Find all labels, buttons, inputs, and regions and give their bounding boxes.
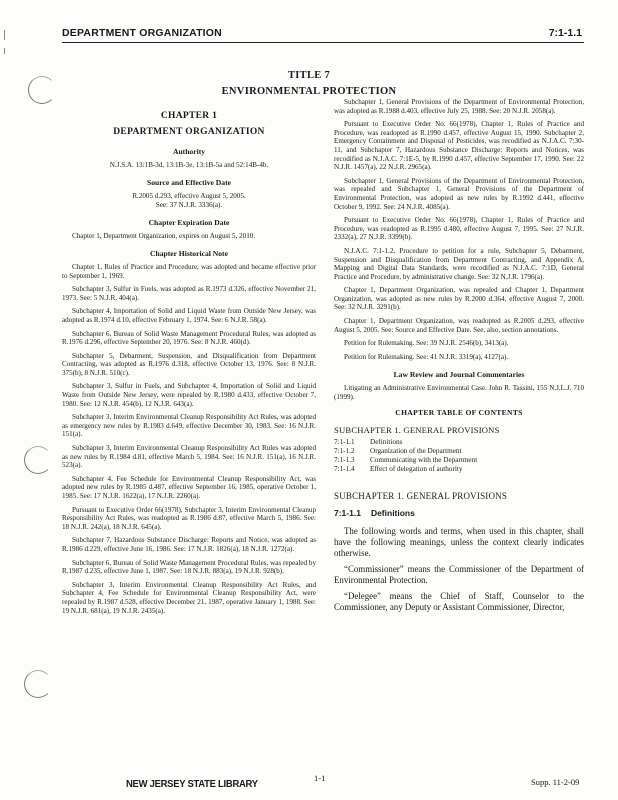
history-paragraph: Subchapter 3, Interim Environmental Cleanup Responsibility Act Rules, was adopted as emergency new rules by R.1983 d.649, effective December 30, 1983. See: 16 N.J.R. 151(a). xyxy=(62,413,316,439)
history-paragraph: Pursuant to Executive Order No. 66(1978), Chapter 1, Rules of Practice and Procedure, was readopted as R.1990 d.457, effective August 15, 1990. Subchapter 2, Emergency Containment and Disposal of Pesticides, was recodified as N.J.A.C. 7:30-11, and Subchapter 7, Hazardous Substance Discharge: Reports and Notices, was recodified as N.J.A.C. 7:1E-5, by R.1990 d.457, effective September 17, 1990. See: 22 N.J.R. 1457(a), 22 N.J.R. 2965(a). xyxy=(334,120,584,172)
history-paragraph: N.J.A.C. 7:1-1.2, Procedure to petition for a rule, Subchapter 5, Debarment, Suspension and Disqualification from Department Contracting, and Appendix A, Mapping and Digital Data Standards, were recodified as N.J.A.C. 7:1D, General Practice and Procedure, by administrative change. See: 32 N.J.R. 1796(a). xyxy=(334,246,584,281)
chapter-label: CHAPTER 1 xyxy=(160,111,218,121)
law-review-text: Litigating an Administrative Environmental Case. John R. Tassini, 155 N.J.L.J. 710 (1999). xyxy=(334,384,584,401)
toc-row[interactable] xyxy=(334,465,584,474)
toc-heading: CHAPTER TABLE OF CONTENTS xyxy=(395,408,523,418)
toc-number: 7:1-1.2 xyxy=(334,447,355,456)
title-name: ENVIRONMENTAL PROTECTION xyxy=(221,86,397,97)
history-paragraph: Subchapter 3, Interim Environmental Cleanup Responsibility Act Rules, and Subchapter 4, Fee Schedule for Environmental Cleanup Responsibility Act, were repealed by R.1987 d.528, effective December 21, 1987, operative January 1, 1988. See: 19 N.J.R. 681(a), 19 N.J.R. 2435(a). xyxy=(62,580,316,615)
toc-title: Organization of the Department xyxy=(370,447,462,456)
punch-hole xyxy=(24,446,52,474)
section-heading xyxy=(334,509,584,518)
toc-row[interactable] xyxy=(334,438,584,447)
page-number: 1-1 xyxy=(314,773,326,783)
header-rule xyxy=(62,42,584,43)
source-heading: Source and Effective Date xyxy=(146,178,231,188)
supplement-date: Supp. 11-2-09 xyxy=(531,777,580,787)
history-paragraph: Subchapter 3, Sulfur in Fuels, was adopted as R.1973 d.326, effective November 21, 1973. See: 5 N.J.R. 404(a). xyxy=(62,285,316,302)
punch-hole xyxy=(24,670,52,698)
header-section: 7:1-1.1 xyxy=(548,27,582,39)
history-paragraph: Subchapter 4, Fee Schedule for Environmental Cleanup Responsibility Act, was adopted new rules by R.1985 d.487, effective September 16, 1985, operative October 1, 1985. See: 17 N.J.R. 1622(a), 17 N.J.R. 2260(a). xyxy=(62,474,316,500)
history-paragraph: Chapter 1, Rules of Practice and Procedure, was adopted and became effective prior to September 1, 1969. xyxy=(62,262,316,280)
toc-subchapter: SUBCHAPTER 1. GENERAL PROVISIONS xyxy=(334,424,500,435)
right-column xyxy=(334,98,584,618)
history-paragraph: Subchapter 3, Interim Environmental Cleanup Responsibility Act Rules was adopted as new rules by R.1984 d.81, effective March 5, 1984. See: 16 N.J.R. 151(a), 16 N.J.R. 523(a). xyxy=(62,444,316,470)
law-review-heading: Law Review and Journal Commentaries xyxy=(393,370,525,380)
body-paragraph: The following words and terms, when used in this chapter, shall have the following meanings, unless the context clearly indicates otherwise. xyxy=(334,525,584,558)
body-paragraph: “Delegee” means the Chief of Staff, Counselor to the Commissioner, any Deputy or Assistant Commissioner, Director, xyxy=(334,590,584,612)
left-column xyxy=(62,110,316,620)
title-label: TITLE 7 xyxy=(287,70,331,81)
history-paragraph: Subchapter 7, Hazardous Substance Discharge: Reports and Notice, was adopted as R.1986 d.229, effective June 16, 1986. See: 17 N.J.R. 1826(a), 18 N.J.R. 1272(a). xyxy=(62,536,316,553)
authority-text: N.J.S.A. 13:1B-3d, 13:1B-3e, 13:1B-5a and 52:14B-4b. xyxy=(109,160,269,169)
history-paragraph: Petition for Rulemaking. See: 41 N.J.R. 3319(a), 4127(a). xyxy=(344,352,509,361)
running-header xyxy=(62,27,582,43)
toc-title: Communicating with the Department xyxy=(370,456,478,465)
history-paragraph: Pursuant to Executive Order 66(1978), Subchapter 3, Interim Environmental Cleanup Responsibility Act Rules, was readopted as R.1986 d.87, effective March 5, 1986. See: 18 N.J.R. 242(a), 18 N.J.R. 645(a). xyxy=(62,505,316,531)
section-number: 7:1-1.1 xyxy=(334,508,361,518)
expiration-text: Chapter 1, Department Organization, expires on August 5, 2010. xyxy=(72,231,256,240)
history-paragraph: Subchapter 1, General Provisions of the Department of Environmental Protection, was repealed and Subchapter 1, General Provisions of the Department of Environmental Protection, was adopted as new rules by R.1992 d.441, effective October 9, 1992. See: 24 N.J.R. 4085(a). xyxy=(334,176,584,211)
history-paragraph: Pursuant to Executive Order No. 66(1978), Chapter 1, Rules of Practice and Procedure, was readopted as R.1995 d.480, effective August 7, 1995. See: 27 N.J.R. 2332(a), 27 N.J.R. 3399(b). xyxy=(334,216,584,242)
toc-number: 7:1-1.1 xyxy=(334,438,355,447)
body-paragraph: “Commissioner” means the Commissioner of the Department of Environmental Protection. xyxy=(334,563,584,585)
toc-row[interactable] xyxy=(334,456,584,465)
history-paragraph: Chapter 1, Department Organization, was repealed and Chapter 1, Department Organization, was adopted as new rules by R.2000 d.364, effective August 7, 2000. See: 32 N.J.R. 3291(b). xyxy=(334,286,584,312)
history-paragraph: Subchapter 1, General Provisions of the Department of Environmental Protection, was adopted as R.1988 d.403, effective July 25, 1988. See: 20 N.J.R. 2058(a). xyxy=(334,98,584,115)
header-title: DEPARTMENT ORGANIZATION xyxy=(62,27,222,39)
source-line2: See: 37 N.J.R. 3336(a). xyxy=(155,200,223,209)
history-heading: Chapter Historical Note xyxy=(150,249,228,259)
margin-mark xyxy=(4,48,5,54)
history-paragraph: Subchapter 5, Debarment, Suspension, and Disqualification from Department Contracting, was adopted as R.1976 d.318, effective October 13, 1976. See: 8 N.J.R. 375(b), 8 N.J.R. 510(c). xyxy=(62,351,316,377)
toc-title: Effect of delegation of authority xyxy=(370,465,463,474)
toc-row[interactable] xyxy=(334,447,584,456)
authority-heading: Authority xyxy=(172,147,206,157)
library-stamp: NEW JERSEY STATE LIBRARY xyxy=(126,778,258,790)
history-paragraph: Subchapter 3, Sulfur in Fuels, and Subchapter 4, Importation of Solid and Liquid Waste from Outside New Jersey, were repealed by R.1980 d.433, effective October 7, 1980. See: 12 N.J.R. 454(b), 12 N.J.R. 643(a). xyxy=(62,382,316,408)
expiration-heading: Chapter Expiration Date xyxy=(148,218,230,228)
chapter-name: DEPARTMENT ORGANIZATION xyxy=(113,126,265,137)
history-paragraph: Subchapter 6, Bureau of Solid Waste Management Procedural Rules, was adopted as R.1976 d.296, effective September 20, 1976. See: 8 N.J.R. 460(d). xyxy=(62,329,316,347)
history-paragraph: Chapter 1, Department Organization, was readopted as R.2005 d.293, effective August 5, 2005. See: Source and Effective Date. See, also, section annotations. xyxy=(334,317,584,334)
source-line1: R.2005 d.293, effective August 5, 2005. xyxy=(132,191,246,200)
toc-number: 7:1-1.3 xyxy=(334,456,355,465)
section-name: Definitions xyxy=(370,508,415,518)
toc-number: 7:1-1.4 xyxy=(334,465,355,474)
history-paragraph: Subchapter 6, Bureau of Solid Waste Management Procedural Rules, was repealed by R.1987 d.235, effective June 1, 1987. See: 18 N.J.R. 883(a), 19 N.J.R. 928(b). xyxy=(62,558,316,576)
body-subchapter: SUBCHAPTER 1. GENERAL PROVISIONS xyxy=(334,491,508,502)
toc-title: Definitions xyxy=(370,438,403,447)
history-paragraph: Petition for Rulemaking. See: 39 N.J.R. 2546(b), 3413(a). xyxy=(344,339,509,348)
history-paragraph: Subchapter 4, Importation of Solid and Liquid Waste from Outside New Jersey, was adopted as R.1974 d.10, effective February 1, 1974. See: 6 N.J.R. 58(a). xyxy=(62,307,316,324)
margin-mark xyxy=(4,30,5,40)
